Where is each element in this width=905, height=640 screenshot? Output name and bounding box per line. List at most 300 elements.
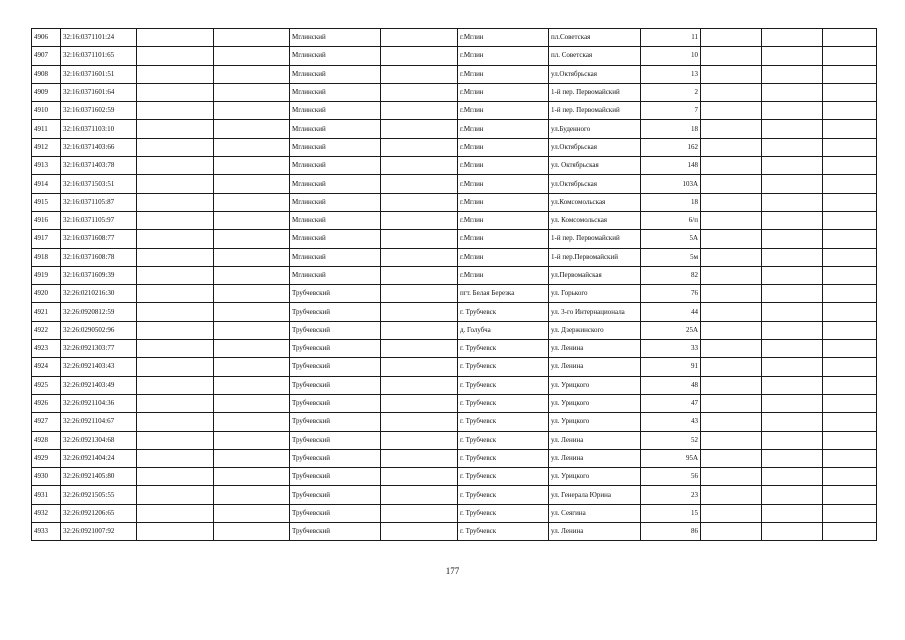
empty-cell xyxy=(214,358,290,376)
house-number-cell: 11 xyxy=(641,29,701,47)
street-cell: ул. Генерала Юрина xyxy=(549,486,641,504)
table-row xyxy=(32,285,877,303)
district-cell: Трубчевский xyxy=(290,321,381,339)
empty-cell xyxy=(381,230,458,248)
table-row xyxy=(32,449,877,467)
registry-table xyxy=(31,28,877,541)
table-row xyxy=(32,29,877,47)
empty-cell xyxy=(137,413,214,431)
empty-cell xyxy=(762,413,823,431)
empty-cell xyxy=(701,504,762,522)
locality-cell: г. Трубчевск xyxy=(458,340,549,358)
table-row xyxy=(32,321,877,339)
empty-cell xyxy=(381,120,458,138)
empty-cell xyxy=(137,248,214,266)
street-cell: 1-й пер. Первомайский xyxy=(549,102,641,120)
empty-cell xyxy=(823,120,877,138)
cadastral-number-cell: 32:26:0921104:67 xyxy=(61,413,137,431)
empty-cell xyxy=(214,340,290,358)
house-number-cell: 56 xyxy=(641,468,701,486)
empty-cell xyxy=(137,157,214,175)
table-row xyxy=(32,376,877,394)
empty-cell xyxy=(381,138,458,156)
empty-cell xyxy=(762,120,823,138)
empty-cell xyxy=(762,468,823,486)
street-cell: ул.Октябрьская xyxy=(549,138,641,156)
empty-cell xyxy=(762,358,823,376)
empty-cell xyxy=(214,157,290,175)
empty-cell xyxy=(823,358,877,376)
empty-cell xyxy=(762,157,823,175)
district-cell: Мглинский xyxy=(290,211,381,229)
street-cell: ул. Дзержинского xyxy=(549,321,641,339)
street-cell: пл. Советская xyxy=(549,47,641,65)
house-number-cell: 91 xyxy=(641,358,701,376)
empty-cell xyxy=(381,468,458,486)
empty-cell xyxy=(762,285,823,303)
empty-cell xyxy=(823,65,877,83)
empty-cell xyxy=(137,47,214,65)
empty-cell xyxy=(381,376,458,394)
street-cell: ул. Сеягина xyxy=(549,504,641,522)
street-cell: ул. Урицкого xyxy=(549,376,641,394)
cadastral-number-cell: 32:16:0371601:64 xyxy=(61,83,137,101)
empty-cell xyxy=(137,321,214,339)
empty-cell xyxy=(381,413,458,431)
empty-cell xyxy=(823,321,877,339)
street-cell: ул.Комсомольская xyxy=(549,193,641,211)
district-cell: Трубчевский xyxy=(290,431,381,449)
table-row xyxy=(32,211,877,229)
table-row xyxy=(32,175,877,193)
table-row xyxy=(32,431,877,449)
empty-cell xyxy=(823,486,877,504)
table-row xyxy=(32,266,877,284)
empty-cell xyxy=(762,211,823,229)
table-row xyxy=(32,523,877,541)
table-body xyxy=(32,29,877,541)
empty-cell xyxy=(137,523,214,541)
row-number-cell: 4911 xyxy=(32,120,61,138)
cadastral-number-cell: 32:16:0371608:78 xyxy=(61,248,137,266)
house-number-cell: 23 xyxy=(641,486,701,504)
empty-cell xyxy=(137,120,214,138)
empty-cell xyxy=(381,431,458,449)
empty-cell xyxy=(701,248,762,266)
empty-cell xyxy=(701,285,762,303)
house-number-cell: 33 xyxy=(641,340,701,358)
empty-cell xyxy=(381,47,458,65)
district-cell: Трубчевский xyxy=(290,504,381,522)
empty-cell xyxy=(137,102,214,120)
row-number-cell: 4913 xyxy=(32,157,61,175)
empty-cell xyxy=(214,449,290,467)
empty-cell xyxy=(701,138,762,156)
street-cell: ул.Буденного xyxy=(549,120,641,138)
table-row xyxy=(32,468,877,486)
row-number-cell: 4916 xyxy=(32,211,61,229)
table-row xyxy=(32,83,877,101)
house-number-cell: 86 xyxy=(641,523,701,541)
empty-cell xyxy=(701,29,762,47)
empty-cell xyxy=(381,248,458,266)
row-number-cell: 4933 xyxy=(32,523,61,541)
empty-cell xyxy=(137,193,214,211)
cadastral-number-cell: 32:16:0371601:51 xyxy=(61,65,137,83)
street-cell: ул. Ленина xyxy=(549,340,641,358)
table-row xyxy=(32,47,877,65)
empty-cell xyxy=(214,65,290,83)
empty-cell xyxy=(823,193,877,211)
empty-cell xyxy=(762,29,823,47)
empty-cell xyxy=(762,138,823,156)
locality-cell: г.Мглин xyxy=(458,65,549,83)
cadastral-number-cell: 32:16:0371103:10 xyxy=(61,120,137,138)
empty-cell xyxy=(137,431,214,449)
table-row xyxy=(32,248,877,266)
empty-cell xyxy=(762,449,823,467)
empty-cell xyxy=(823,175,877,193)
district-cell: Мглинский xyxy=(290,157,381,175)
empty-cell xyxy=(214,431,290,449)
house-number-cell: 162 xyxy=(641,138,701,156)
table-row xyxy=(32,303,877,321)
house-number-cell: 52 xyxy=(641,431,701,449)
table-row xyxy=(32,504,877,522)
house-number-cell: 25А xyxy=(641,321,701,339)
empty-cell xyxy=(823,504,877,522)
empty-cell xyxy=(381,157,458,175)
empty-cell xyxy=(381,29,458,47)
empty-cell xyxy=(762,175,823,193)
empty-cell xyxy=(823,285,877,303)
empty-cell xyxy=(701,83,762,101)
empty-cell xyxy=(762,376,823,394)
empty-cell xyxy=(137,468,214,486)
house-number-cell: 2 xyxy=(641,83,701,101)
table-row xyxy=(32,193,877,211)
empty-cell xyxy=(701,321,762,339)
empty-cell xyxy=(823,248,877,266)
empty-cell xyxy=(762,523,823,541)
street-cell: ул.Первомайская xyxy=(549,266,641,284)
empty-cell xyxy=(381,266,458,284)
empty-cell xyxy=(381,321,458,339)
cadastral-number-cell: 32:16:0371602:59 xyxy=(61,102,137,120)
empty-cell xyxy=(701,431,762,449)
district-cell: Трубчевский xyxy=(290,523,381,541)
street-cell: ул. Октябрьская xyxy=(549,157,641,175)
district-cell: Трубчевский xyxy=(290,340,381,358)
street-cell: ул. Урицкого xyxy=(549,468,641,486)
row-number-cell: 4919 xyxy=(32,266,61,284)
locality-cell: г.Мглин xyxy=(458,138,549,156)
empty-cell xyxy=(762,47,823,65)
district-cell: Мглинский xyxy=(290,65,381,83)
empty-cell xyxy=(137,340,214,358)
locality-cell: г. Трубчевск xyxy=(458,358,549,376)
row-number-cell: 4912 xyxy=(32,138,61,156)
empty-cell xyxy=(381,211,458,229)
empty-cell xyxy=(823,394,877,412)
empty-cell xyxy=(701,211,762,229)
empty-cell xyxy=(823,102,877,120)
row-number-cell: 4921 xyxy=(32,303,61,321)
locality-cell: г. Трубчевск xyxy=(458,394,549,412)
empty-cell xyxy=(823,230,877,248)
empty-cell xyxy=(381,523,458,541)
empty-cell xyxy=(381,102,458,120)
locality-cell: пгт. Белая Березка xyxy=(458,285,549,303)
district-cell: Трубчевский xyxy=(290,468,381,486)
empty-cell xyxy=(381,175,458,193)
page-number: 177 xyxy=(445,566,460,576)
empty-cell xyxy=(701,266,762,284)
district-cell: Мглинский xyxy=(290,102,381,120)
empty-cell xyxy=(762,193,823,211)
locality-cell: г.Мглин xyxy=(458,211,549,229)
locality-cell: г.Мглин xyxy=(458,248,549,266)
row-number-cell: 4909 xyxy=(32,83,61,101)
empty-cell xyxy=(701,157,762,175)
district-cell: Трубчевский xyxy=(290,285,381,303)
empty-cell xyxy=(137,303,214,321)
empty-cell xyxy=(762,266,823,284)
empty-cell xyxy=(137,29,214,47)
house-number-cell: 148 xyxy=(641,157,701,175)
house-number-cell: 15 xyxy=(641,504,701,522)
district-cell: Мглинский xyxy=(290,29,381,47)
district-cell: Мглинский xyxy=(290,47,381,65)
row-number-cell: 4906 xyxy=(32,29,61,47)
cadastral-number-cell: 32:26:0921505:55 xyxy=(61,486,137,504)
empty-cell xyxy=(823,523,877,541)
street-cell: пл.Советская xyxy=(549,29,641,47)
locality-cell: г. Трубчевск xyxy=(458,449,549,467)
empty-cell xyxy=(214,523,290,541)
row-number-cell: 4924 xyxy=(32,358,61,376)
house-number-cell: 82 xyxy=(641,266,701,284)
empty-cell xyxy=(214,211,290,229)
empty-cell xyxy=(214,230,290,248)
row-number-cell: 4910 xyxy=(32,102,61,120)
empty-cell xyxy=(701,102,762,120)
empty-cell xyxy=(214,468,290,486)
table-row xyxy=(32,413,877,431)
empty-cell xyxy=(214,193,290,211)
house-number-cell: 6/п xyxy=(641,211,701,229)
locality-cell: г. Трубчевск xyxy=(458,504,549,522)
row-number-cell: 4925 xyxy=(32,376,61,394)
empty-cell xyxy=(381,83,458,101)
table-row xyxy=(32,394,877,412)
empty-cell xyxy=(214,303,290,321)
district-cell: Мглинский xyxy=(290,248,381,266)
cadastral-number-cell: 32:26:0921206:65 xyxy=(61,504,137,522)
row-number-cell: 4922 xyxy=(32,321,61,339)
empty-cell xyxy=(137,230,214,248)
row-number-cell: 4932 xyxy=(32,504,61,522)
street-cell: ул. Комсомольская xyxy=(549,211,641,229)
empty-cell xyxy=(762,321,823,339)
empty-cell xyxy=(701,340,762,358)
empty-cell xyxy=(214,413,290,431)
empty-cell xyxy=(762,102,823,120)
empty-cell xyxy=(381,394,458,412)
cadastral-number-cell: 32:26:0921303:77 xyxy=(61,340,137,358)
empty-cell xyxy=(823,83,877,101)
locality-cell: г. Трубчевск xyxy=(458,413,549,431)
empty-cell xyxy=(762,248,823,266)
house-number-cell: 76 xyxy=(641,285,701,303)
empty-cell xyxy=(381,504,458,522)
locality-cell: г.Мглин xyxy=(458,102,549,120)
table-row xyxy=(32,102,877,120)
street-cell: ул. Ленина xyxy=(549,523,641,541)
row-number-cell: 4930 xyxy=(32,468,61,486)
empty-cell xyxy=(701,468,762,486)
empty-cell xyxy=(701,230,762,248)
row-number-cell: 4931 xyxy=(32,486,61,504)
empty-cell xyxy=(762,83,823,101)
empty-cell xyxy=(381,285,458,303)
house-number-cell: 18 xyxy=(641,120,701,138)
empty-cell xyxy=(137,285,214,303)
empty-cell xyxy=(137,83,214,101)
empty-cell xyxy=(701,47,762,65)
empty-cell xyxy=(701,303,762,321)
empty-cell xyxy=(381,449,458,467)
empty-cell xyxy=(701,449,762,467)
empty-cell xyxy=(137,449,214,467)
empty-cell xyxy=(137,138,214,156)
empty-cell xyxy=(823,413,877,431)
street-cell: 1-й пер.Первомайский xyxy=(549,248,641,266)
empty-cell xyxy=(214,138,290,156)
street-cell: ул. Ленина xyxy=(549,358,641,376)
locality-cell: г.Мглин xyxy=(458,83,549,101)
empty-cell xyxy=(823,157,877,175)
house-number-cell: 18 xyxy=(641,193,701,211)
house-number-cell: 95А xyxy=(641,449,701,467)
empty-cell xyxy=(214,47,290,65)
empty-cell xyxy=(701,65,762,83)
street-cell: ул.Октябрьская xyxy=(549,65,641,83)
locality-cell: г.Мглин xyxy=(458,29,549,47)
house-number-cell: 48 xyxy=(641,376,701,394)
empty-cell xyxy=(214,83,290,101)
house-number-cell: 5м xyxy=(641,248,701,266)
table-row xyxy=(32,157,877,175)
district-cell: Трубчевский xyxy=(290,303,381,321)
empty-cell xyxy=(214,120,290,138)
locality-cell: г.Мглин xyxy=(458,193,549,211)
street-cell: ул. 3-го Интернационала xyxy=(549,303,641,321)
district-cell: Трубчевский xyxy=(290,358,381,376)
locality-cell: г.Мглин xyxy=(458,47,549,65)
locality-cell: г. Трубчевск xyxy=(458,486,549,504)
empty-cell xyxy=(137,211,214,229)
house-number-cell: 10 xyxy=(641,47,701,65)
locality-cell: д. Голубча xyxy=(458,321,549,339)
district-cell: Трубчевский xyxy=(290,449,381,467)
house-number-cell: 47 xyxy=(641,394,701,412)
table-row xyxy=(32,486,877,504)
district-cell: Мглинский xyxy=(290,175,381,193)
cadastral-number-cell: 32:16:0371105:87 xyxy=(61,193,137,211)
empty-cell xyxy=(214,29,290,47)
locality-cell: г.Мглин xyxy=(458,120,549,138)
house-number-cell: 13 xyxy=(641,65,701,83)
row-number-cell: 4914 xyxy=(32,175,61,193)
locality-cell: г.Мглин xyxy=(458,157,549,175)
empty-cell xyxy=(137,65,214,83)
house-number-cell: 5А xyxy=(641,230,701,248)
empty-cell xyxy=(701,486,762,504)
locality-cell: г.Мглин xyxy=(458,266,549,284)
empty-cell xyxy=(823,449,877,467)
district-cell: Мглинский xyxy=(290,138,381,156)
row-number-cell: 4908 xyxy=(32,65,61,83)
row-number-cell: 4926 xyxy=(32,394,61,412)
locality-cell: г. Трубчевск xyxy=(458,468,549,486)
cadastral-number-cell: 32:26:0920812:59 xyxy=(61,303,137,321)
district-cell: Трубчевский xyxy=(290,394,381,412)
house-number-cell: 44 xyxy=(641,303,701,321)
district-cell: Мглинский xyxy=(290,230,381,248)
empty-cell xyxy=(137,175,214,193)
empty-cell xyxy=(214,285,290,303)
empty-cell xyxy=(137,394,214,412)
street-cell: ул. Ленина xyxy=(549,431,641,449)
row-number-cell: 4907 xyxy=(32,47,61,65)
row-number-cell: 4927 xyxy=(32,413,61,431)
locality-cell: г. Трубчевск xyxy=(458,303,549,321)
empty-cell xyxy=(823,211,877,229)
empty-cell xyxy=(823,47,877,65)
empty-cell xyxy=(137,376,214,394)
locality-cell: г. Трубчевск xyxy=(458,431,549,449)
cadastral-number-cell: 32:16:0371403:66 xyxy=(61,138,137,156)
table-row xyxy=(32,120,877,138)
cadastral-number-cell: 32:26:0921404:24 xyxy=(61,449,137,467)
district-cell: Трубчевский xyxy=(290,486,381,504)
cadastral-number-cell: 32:26:0210216:30 xyxy=(61,285,137,303)
table-row xyxy=(32,340,877,358)
empty-cell xyxy=(823,376,877,394)
street-cell: 1-й пер. Первомайский xyxy=(549,230,641,248)
locality-cell: г. Трубчевск xyxy=(458,523,549,541)
district-cell: Мглинский xyxy=(290,266,381,284)
empty-cell xyxy=(762,431,823,449)
cadastral-number-cell: 32:16:0371105:97 xyxy=(61,211,137,229)
locality-cell: г. Трубчевск xyxy=(458,376,549,394)
house-number-cell: 103А xyxy=(641,175,701,193)
empty-cell xyxy=(137,266,214,284)
empty-cell xyxy=(214,376,290,394)
empty-cell xyxy=(823,303,877,321)
empty-cell xyxy=(762,340,823,358)
empty-cell xyxy=(701,413,762,431)
empty-cell xyxy=(137,504,214,522)
empty-cell xyxy=(762,65,823,83)
house-number-cell: 43 xyxy=(641,413,701,431)
empty-cell xyxy=(762,486,823,504)
row-number-cell: 4917 xyxy=(32,230,61,248)
empty-cell xyxy=(762,504,823,522)
street-cell: ул. Ленина xyxy=(549,449,641,467)
empty-cell xyxy=(762,230,823,248)
